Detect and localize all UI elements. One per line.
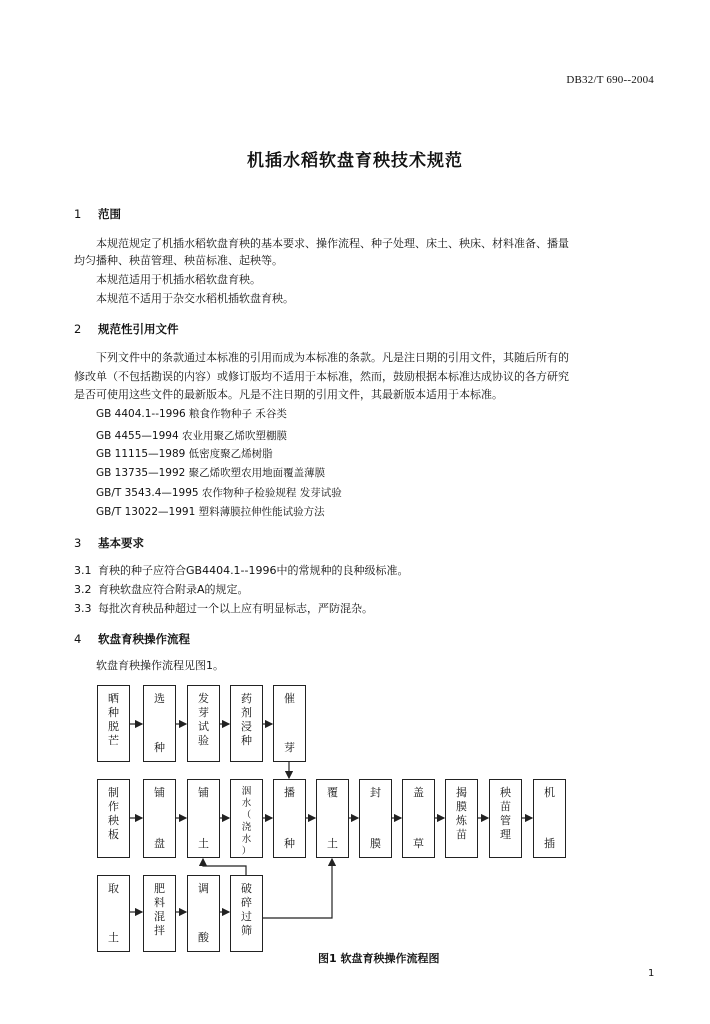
flow-step: 播 种 (273, 779, 306, 858)
section-number: 1 (74, 207, 82, 221)
section-number: 2 (74, 322, 82, 336)
item-number: 3.2 (74, 583, 92, 596)
page-title: 机插水稻软盘育秧技术规范 (247, 151, 463, 171)
section-1-heading (74, 206, 121, 222)
flow-step: 破 碎 过 筛 (230, 875, 263, 952)
section-title: 范围 (98, 207, 121, 221)
section-3-heading (74, 535, 144, 551)
flow-step: 药 剂 浸 种 (230, 685, 263, 762)
flow-step: 盖 草 (402, 779, 435, 858)
section-title: 规范性引用文件 (98, 322, 179, 336)
flow-step: 催 芽 (273, 685, 306, 762)
reference-item: GB/T 3543.4—1995 农作物种子检验规程 发芽试验 (96, 487, 342, 499)
item-text: 育秧的种子应符合GB4404.1--1996中的常规种的良种级标准。 (98, 564, 409, 577)
flow-step: 洇 水 （ 浇 水 ） (230, 779, 263, 858)
flow-step: 选 种 (143, 685, 176, 762)
item-text: 每批次育秧品种超过一个以上应有明显标志，严防混杂。 (98, 602, 373, 615)
paragraph: 本规范适用于机插水稻软盘育秧。 (96, 273, 261, 286)
section-4-heading (74, 631, 190, 647)
item-number: 3.3 (74, 602, 92, 615)
paragraph: 本规范规定了机插水稻软盘育秧的基本要求、操作流程、种子处理、床土、秧床、材料准备、播量 (96, 237, 569, 250)
flow-step: 取 土 (97, 875, 130, 952)
reference-item: GB 13735—1992 聚乙烯吹塑农用地面覆盖薄膜 (96, 467, 326, 479)
paragraph: 均匀播种、秧苗管理、秧苗标准、起秧等。 (74, 254, 283, 267)
reference-item: GB 4455—1994 农业用聚乙烯吹塑棚膜 (96, 430, 287, 442)
section-title: 基本要求 (98, 536, 144, 550)
flow-step: 肥 料 混 拌 (143, 875, 176, 952)
reference-item: GB/T 13022—1991 塑料薄膜拉伸性能试验方法 (96, 506, 325, 518)
flow-step: 机 插 (533, 779, 566, 858)
requirement-item (74, 600, 373, 617)
requirement-item (74, 562, 409, 579)
flow-step: 发 芽 试 验 (187, 685, 220, 762)
flow-step: 揭 膜 炼 苗 (445, 779, 478, 858)
requirement-item (74, 581, 249, 598)
document-number: DB32/T 690--2004 (566, 74, 654, 86)
paragraph: 是否可使用这些文件的最新版本。凡是不注日期的引用文件，其最新版本适用于本标准。 (74, 388, 503, 401)
flow-step: 秧 苗 管 理 (489, 779, 522, 858)
section-number: 4 (74, 632, 82, 646)
section-number: 3 (74, 536, 82, 550)
flow-step: 制 作 秧 板 (97, 779, 130, 858)
paragraph: 软盘育秧操作流程见图1。 (96, 659, 224, 672)
figure-caption: 图1 软盘育秧操作流程图 (318, 952, 440, 965)
section-title: 软盘育秧操作流程 (98, 632, 190, 646)
flow-step: 晒 种 脱 芒 (97, 685, 130, 762)
item-number: 3.1 (74, 564, 92, 577)
reference-item: GB 11115—1989 低密度聚乙烯树脂 (96, 448, 273, 460)
item-text: 育秧软盘应符合附录A的规定。 (98, 583, 249, 596)
paragraph: 本规范不适用于杂交水稻机插软盘育秧。 (96, 292, 294, 305)
paragraph: 下列文件中的条款通过本标准的引用而成为本标准的条款。凡是注日期的引用文件，其随后所有的 (96, 351, 569, 364)
flow-step: 调 酸 (187, 875, 220, 952)
flow-step: 封 膜 (359, 779, 392, 858)
reference-item: GB 4404.1--1996 粮食作物种子 禾谷类 (96, 408, 287, 420)
flow-step: 铺 土 (187, 779, 220, 858)
paragraph: 修改单（不包括勘误的内容）或修订版均不适用于本标准，然而，鼓励根据本标准达成协议的各方研究 (74, 370, 569, 383)
flow-step: 覆 土 (316, 779, 349, 858)
page-number: 1 (648, 968, 655, 979)
section-2-heading (74, 321, 179, 337)
flow-step: 铺 盘 (143, 779, 176, 858)
